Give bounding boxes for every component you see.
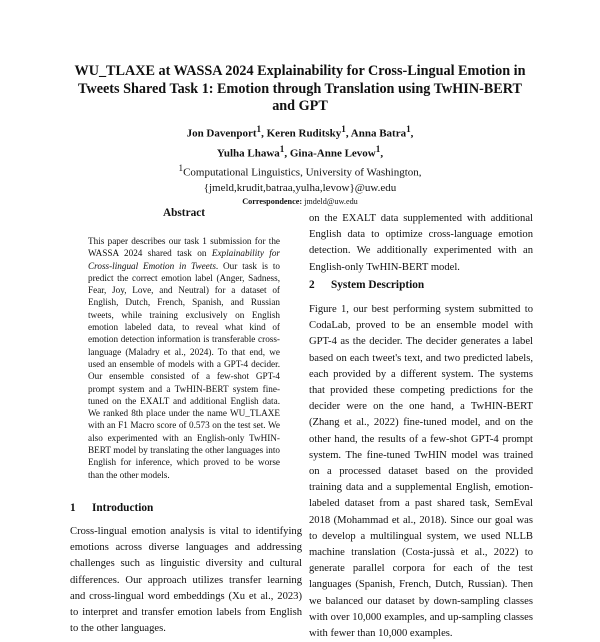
title-line: Tweets Shared Task 1: Emotion through Translation using TwHIN-BERT: [78, 80, 522, 97]
continuation-text: on the EXALT data supplemented with additional English data to optimize cross-language emotion detection. We additionally experimented with an English-only TwHIN-BERT model.: [309, 213, 533, 273]
system-description-text: Figure 1, our best performing system submitted to CodaLab, proved to be an ensemble model with GPT-4 as the decider. The decider generates a label based on each tweet's text, and two predicted labels, each provided by a different system. The systems that provided these competing predictions for the decider were on the one hand, a TwHIN-BERT (Zhang et al., 2022) fine-tuned model, and on the other hand, the results of a few-shot GPT-4 prompt system. The fine-tuned TwHIN model was trained on a processed dataset based on the provided training data and a supplemental English, emotion-labeled dataset from a past shared task, SemEval 2018 (Mohammad et al., 2018). Since our goal was to develop a multilingual system, we used NLLB machine translation (Costa-jussà et al., 2022) to generate parallel corpora for each of the test languages (Spanish, French, Dutch, Russian). Then we balanced our dataset by down-sampling classes with over 10,000 examples, and up-sampling classes with fewer than 10,000 examples.: [309, 304, 533, 640]
author-name: Yulha Lhawa: [216, 147, 280, 160]
author-name: Anna Batra: [350, 127, 407, 140]
introduction-text: Cross-lingual emotion analysis is vital to identifying emotions across diverse languages and addressing challenges such as linguistic diversity and cultural differences. Our approach utilizes transfer learning and cross-lingual word embeddings (Xu et al., 2023) to interpret and transfer emotion labels from English to the other languages.: [70, 526, 302, 635]
section-heading: 1 Introduction: [70, 502, 154, 514]
correspondence: Correspondence: jmdeld@uw.edu: [242, 196, 358, 206]
author-line: Yulha Lhawa$^1$, Gina-Anne Levow$^1$,: [216, 143, 384, 160]
author-line: Jon Davenport$^1$, Keren Ruditsky$^1$, Anna Batra$^1$,: [186, 124, 414, 140]
abstract-section: [88, 207, 280, 481]
introduction-section: [70, 502, 302, 637]
author-block: [60, 122, 540, 208]
author-name: Jon Davenport: [186, 127, 257, 140]
right-column-continuation: [309, 211, 533, 276]
abstract-text: This paper describes our task 1 submission for the WASSA 2024 shared task on Explainability for Cross-lingual Emotion in Tweets. Our task is to predict the correct emotion label (Anger, Sadness, Fear, Joy, Love, and Neutral) for a dataset of English, Dutch, French, Spanish, and Russian tweets, while training exclusively on English emotion labeled data, to reveal what kind of emotion detection information is transferable cross-language (Maladry et al., 2024). To that end, we used an ensemble of models with a GPT-4 decider. Our ensemble consisted of a few-shot GPT-4 prompt system and a TwHIN-BERT system fine-tuned on the EXALT and additional English data. We ranked 8th place under the name WU_TLAXE with an F1 Macro score of 0.573 on the test set. We also experimented with an English-only TwHIN-BERT model by translating the other languages into English for inference, which proved to be worse than the other models.: [88, 236, 280, 480]
title-line: WU_TLAXE at WASSA 2024 Explainability for Cross-Lingual Emotion in: [74, 63, 526, 79]
author-name: Gina-Anne Levow: [289, 147, 376, 160]
paper-title: [40, 63, 560, 116]
abstract-heading: Abstract: [162, 207, 206, 219]
section-heading: 2 System Description: [309, 279, 425, 291]
author-name: Keren Ruditsky: [266, 127, 342, 140]
system-description-section: [309, 279, 533, 642]
affiliation: $^1$Computational Linguistics, University of Washington,: [178, 163, 422, 179]
title-line: and GPT: [272, 98, 328, 114]
author-emails: {jmeld,krudit,batraa,yulha,levow}@uw.edu: [203, 181, 397, 194]
correspondence-email: jmdeld@uw.edu: [304, 196, 358, 206]
